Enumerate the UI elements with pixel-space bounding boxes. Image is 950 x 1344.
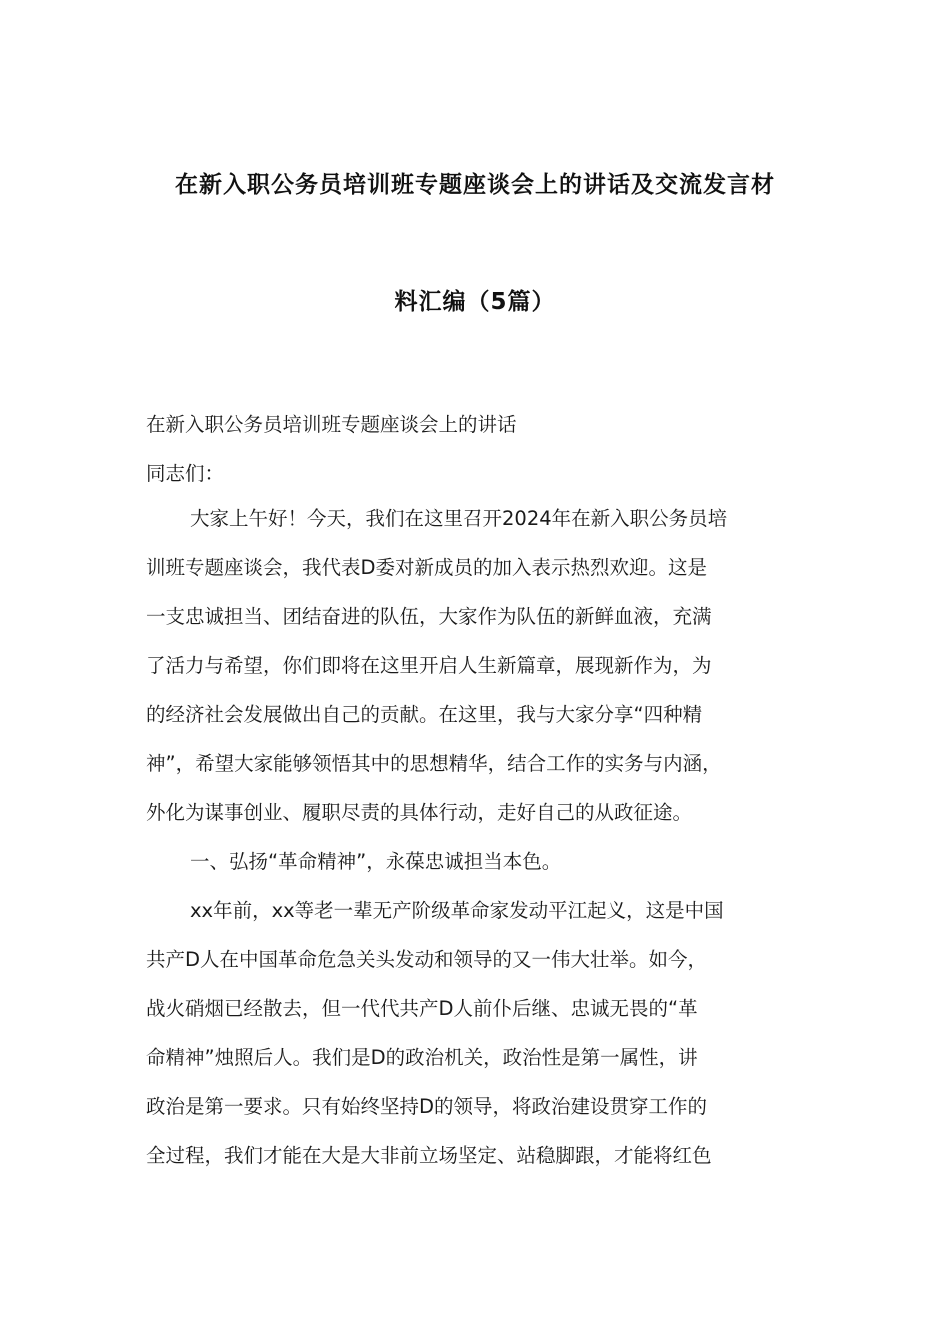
body-line: 训班专题座谈会，我代表D委对新成员的加入表示热烈欢迎。这是: [146, 556, 708, 579]
body-line: 大家上午好！今天，我们在这里召开2024年在新入职公务员培: [190, 507, 728, 530]
body-line: 命精神”烛照后人。我们是D的政治机关，政治性是第一属性，讲: [146, 1046, 698, 1069]
body-line: 的经济社会发展做出自己的贡献。在这里，我与大家分享“四种精: [146, 703, 703, 726]
body-line: 战火硝烟已经散去，但一代代共产D人前仆后继、忠诚无畏的“革: [146, 997, 698, 1020]
body-line: 一支忠诚担当、团结奋进的队伍，大家作为队伍的新鲜血液，充满: [146, 605, 712, 628]
body-line: 全过程，我们才能在大是大非前立场坚定、站稳脚跟，才能将红色: [146, 1144, 712, 1167]
document-title-line-1: 在新入职公务员培训班专题座谈会上的讲话及交流发言材: [175, 172, 775, 198]
salutation: 同志们：: [146, 462, 225, 485]
body-line: xx年前，xx等老一辈无产阶级革命家发动平江起义，这是中国: [190, 899, 724, 922]
speech-subheading: 在新入职公务员培训班专题座谈会上的讲话: [146, 413, 517, 436]
body-line: 了活力与希望，你们即将在这里开启人生新篇章，展现新作为，为: [146, 654, 712, 677]
speech-body: [146, 494, 836, 1180]
body-line: 外化为谋事创业、履职尽责的具体行动，走好自己的从政征途。: [146, 801, 693, 824]
body-line: 共产D人在中国革命危急关头发动和领导的又一伟大壮举。如今，: [146, 948, 708, 971]
section-heading: 一、弘扬“革命精神”，永葆忠诚担当本色。: [190, 850, 562, 873]
body-line: 政治是第一要求。只有始终坚持D的领导，将政治建设贯穿工作的: [146, 1095, 708, 1118]
document-title-line-2: 料汇编（5篇）: [394, 289, 556, 315]
body-line: 神”，希望大家能够领悟其中的思想精华，结合工作的实务与内涵，: [146, 752, 722, 775]
